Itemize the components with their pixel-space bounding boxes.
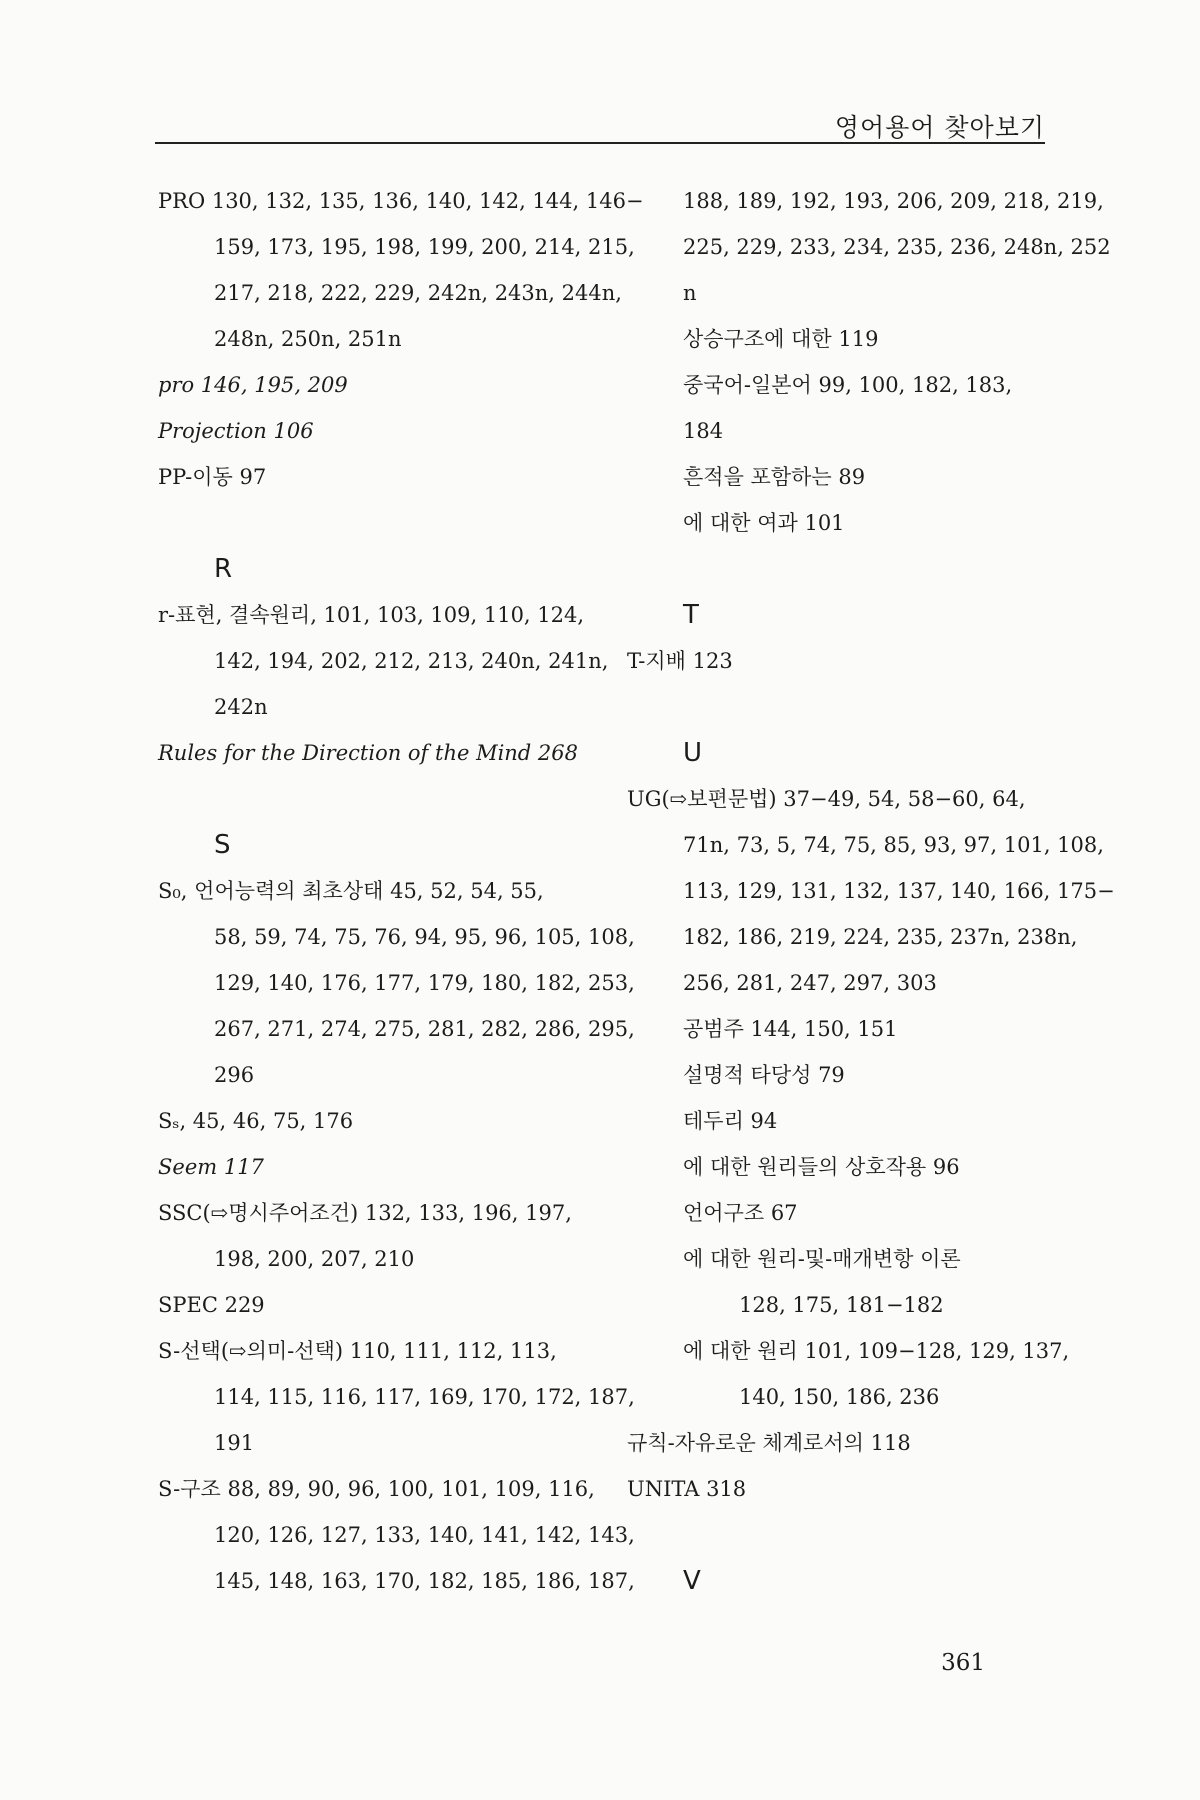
section-letter-heading: T — [683, 600, 699, 630]
index-entry-continuation: 184 — [683, 419, 724, 443]
index-entry-continuation: 에 대한 원리 101, 109−128, 129, 137, — [683, 1339, 1070, 1363]
index-entry-continuation: 188, 189, 192, 193, 206, 209, 218, 219, — [683, 189, 1104, 213]
blank-spacer — [627, 546, 1057, 592]
index-entry-continuation: 128, 175, 181−182 — [739, 1293, 944, 1317]
index-entry-continuation: 248n, 250n, 251n — [214, 327, 402, 351]
index-entry-continuation: 언어구조 67 — [683, 1201, 798, 1225]
index-entry-continuation: 71n, 73, 5, 74, 75, 85, 93, 97, 101, 108, — [683, 833, 1104, 857]
index-entry-continuation: 중국어-일본어 99, 100, 182, 183, — [683, 373, 1013, 397]
index-entry: S-구조 88, 89, 90, 96, 100, 101, 109, 116, — [158, 1477, 595, 1501]
index-entry-continuation: 256, 281, 247, 297, 303 — [683, 971, 937, 995]
index-entry-continuation: 217, 218, 222, 229, 242n, 243n, 244n, — [214, 281, 622, 305]
index-entry-continuation: 113, 129, 131, 132, 137, 140, 166, 175− — [683, 879, 1115, 903]
index-entry: SPEC 229 — [158, 1293, 265, 1317]
index-entry: PP-이동 97 — [158, 465, 267, 489]
index-entry-continuation: 129, 140, 176, 177, 179, 180, 182, 253, — [214, 971, 635, 995]
index-entry-continuation: 225, 229, 233, 234, 235, 236, 248n, 252 — [683, 235, 1111, 259]
section-letter-heading: V — [683, 1566, 701, 1596]
index-entry-continuation: 182, 186, 219, 224, 235, 237n, 238n, — [683, 925, 1078, 949]
index-entry: SSC(⇨명시주어조건) 132, 133, 196, 197, — [158, 1201, 572, 1225]
blank-spacer — [158, 776, 598, 822]
index-entry: Seem 117 — [158, 1155, 264, 1179]
index-entry: Projection 106 — [158, 419, 314, 443]
index-entry-continuation: 145, 148, 163, 170, 182, 185, 186, 187, — [214, 1569, 635, 1593]
blank-spacer — [158, 500, 598, 546]
index-entry: r-표현, 결속원리, 101, 103, 109, 110, 124, — [158, 603, 585, 627]
index-entry-continuation: 에 대한 원리-및-매개변항 이론 — [683, 1247, 961, 1271]
index-column-left — [158, 178, 644, 1604]
index-entry: S-선택(⇨의미-선택) 110, 111, 112, 113, — [158, 1339, 557, 1363]
index-entry-continuation: 에 대한 여과 101 — [683, 511, 845, 535]
page-number: 361 — [941, 1650, 985, 1676]
index-entry-continuation: 114, 115, 116, 117, 169, 170, 172, 187, — [214, 1385, 635, 1409]
index-entry: UG(⇨보편문법) 37−49, 54, 58−60, 64, — [627, 787, 1026, 811]
section-letter-heading: S — [214, 830, 231, 860]
index-entry-continuation: 58, 59, 74, 75, 76, 94, 95, 96, 105, 108, — [214, 925, 635, 949]
section-letter-heading: U — [683, 738, 703, 768]
index-entry-continuation: 242n — [214, 695, 268, 719]
index-entry: S₀, 언어능력의 최초상태 45, 52, 54, 55, — [158, 879, 544, 903]
index-entry-continuation: 159, 173, 195, 198, 199, 200, 214, 215, — [214, 235, 635, 259]
index-entry-continuation: 142, 194, 202, 212, 213, 240n, 241n, — [214, 649, 609, 673]
index-entry-continuation: 140, 150, 186, 236 — [739, 1385, 940, 1409]
index-entry: pro 146, 195, 209 — [158, 373, 348, 397]
index-entry-continuation: 공범주 144, 150, 151 — [683, 1017, 898, 1041]
index-entry-continuation: 에 대한 원리들의 상호작용 96 — [683, 1155, 960, 1179]
index-entry: PRO 130, 132, 135, 136, 140, 142, 144, 146− — [158, 189, 644, 213]
index-entry: Sₛ, 45, 46, 75, 176 — [158, 1109, 354, 1133]
index-entry-continuation: n — [683, 281, 697, 305]
index-column-right — [627, 178, 1115, 1604]
index-entry: T-지배 123 — [627, 649, 733, 673]
index-entry-continuation: 267, 271, 274, 275, 281, 282, 286, 295, — [214, 1017, 635, 1041]
index-entry: UNITA 318 — [627, 1477, 747, 1501]
section-letter-heading: R — [214, 554, 233, 584]
index-entry-continuation: 120, 126, 127, 133, 140, 141, 142, 143, — [214, 1523, 635, 1547]
index-entry-continuation: 296 — [214, 1063, 255, 1087]
index-entry: Rules for the Direction of the Mind 268 — [158, 741, 579, 765]
index-entry-continuation: 191 — [214, 1431, 255, 1455]
index-entry-continuation: 설명적 타당성 79 — [683, 1063, 845, 1087]
index-entry-continuation: 테두리 94 — [683, 1109, 778, 1133]
index-entry-continuation: 흔적을 포함하는 89 — [683, 465, 866, 489]
blank-spacer — [627, 1512, 1057, 1558]
index-entry: 규칙-자유로운 체계로서의 118 — [627, 1431, 911, 1455]
index-entry-continuation: 상승구조에 대한 119 — [683, 327, 879, 351]
index-entry-continuation: 198, 200, 207, 210 — [214, 1247, 415, 1271]
header-rule — [155, 142, 1045, 144]
blank-spacer — [627, 684, 1057, 730]
running-header-title: 영어용어 찾아보기 — [834, 113, 1045, 142]
